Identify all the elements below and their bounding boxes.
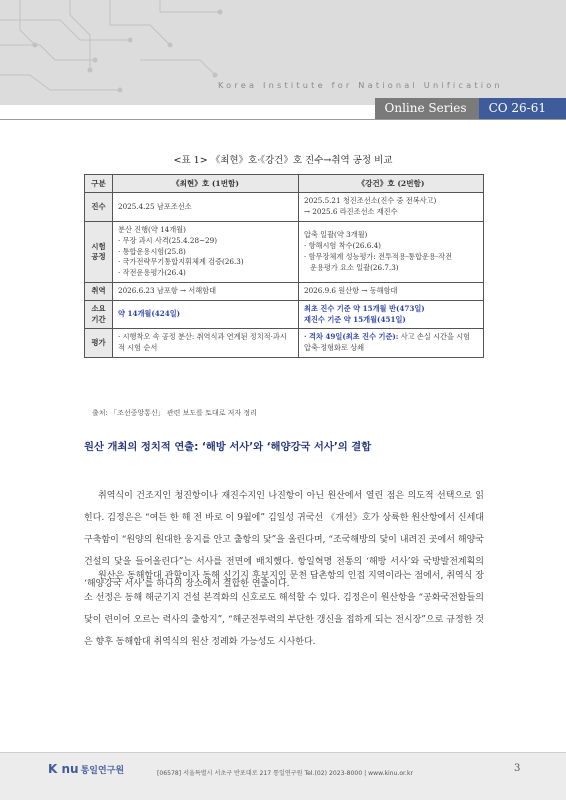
highlight-text: · 격차 49일(최초 진수 기준): xyxy=(304,332,399,342)
header-band xyxy=(0,0,566,105)
institute-name: Korea Institute for National Unification xyxy=(218,80,503,90)
footer-address: [06578] 서울특별시 서초구 반포대로 217 통일연구원 Tel.(02) 2023-8000 | www.kinu.or.kr xyxy=(157,770,413,777)
row-label: 평가 xyxy=(85,329,113,358)
table-cell-highlight: 최초 진수 기준 약 15개월 반(473일) 재진수 기준 약 15개월(451일) xyxy=(299,300,484,329)
table-cell: 2026.9.6 원산항 → 동해함대 xyxy=(299,282,484,300)
table-source: 출처: 「조선중앙통신」 관련 보도를 토대로 저자 정리 xyxy=(92,409,257,417)
table-cell: 2026.6.23 남포항 → 서해함대 xyxy=(113,282,299,300)
series-badge xyxy=(375,98,566,119)
kinu-logo-mark: K nu xyxy=(48,762,79,776)
row-label: 시험 공정 xyxy=(85,221,113,282)
header-choehyon: 《최현》호 (1번함) xyxy=(113,175,299,193)
table-cell: 2025.4.25 남포조선소 xyxy=(113,193,299,222)
table-cell-highlight: 약 14개월(424일) xyxy=(113,300,299,329)
section-title: 원산 개최의 정치적 연출: ‘해방 서사’와 ‘해양강국 서사’의 결합 xyxy=(84,441,372,453)
table-cell: 압축 일괄(약 3개월) · 항해시험 착수(26.6.4) · 함무장체계 성능평가: 전투적용·통합운용·작전 운용평가 요소 일괄(26.7.3) xyxy=(299,221,484,282)
kinu-logo-name: 통일연구원 xyxy=(80,765,125,776)
table-row xyxy=(85,282,484,300)
table-row xyxy=(85,329,484,358)
row-label: 취역 xyxy=(85,282,113,300)
comparison-table xyxy=(84,174,484,358)
series-label: Online Series xyxy=(375,98,479,119)
table-row xyxy=(85,300,484,329)
series-code: CO 26-61 xyxy=(479,98,566,119)
row-label: 진수 xyxy=(85,193,113,222)
kinu-logo xyxy=(48,762,124,776)
table-cell: · 격차 49일(최초 진수 기준): 사고 손실 시간을 시험 압축·정형화로 상쇄 xyxy=(299,329,484,358)
row-label: 소요 기간 xyxy=(85,300,113,329)
page-number: 3 xyxy=(514,763,521,774)
table-cell: 2025.5.21 청진조선소(진수 중 전복사고) → 2025.6 라진조선소 재진수 xyxy=(299,193,484,222)
body-paragraph: 취역식이 건조지인 청진항이나 재진수지인 나진항이 아닌 원산에서 열린 점은 의도적 선택으로 읽힌다. 김정은은 “여든 한 해 전 바로 이 9월에” 김일성 귀국선 《개선》호가 상륙한 원산항에서 신세대구축함이 “원양의 원대한 웅지를 안고 출항의 닻”을 올린다며, “조국해방의 닻이 내려진 곳에서 해양국건설의 닻을 들어올린다”는 서사를 전면에 배치했다. 항일혁명 전통의 ‘해방 서사’와 국방발전계획의 ‘해양강국 서사’를 하나의 장소에서 결합한 연출이다. xyxy=(84,491,484,589)
header-category: 구분 xyxy=(85,175,113,193)
table-cell: · 시행착오 속 공정 분산: 취역식과 연계된 정치적·과시적 시험 순서 xyxy=(113,329,299,358)
header-kanggon: 《강건》호 (2번함) xyxy=(299,175,484,193)
body-paragraph: 원산은 동해함대 관할이자 동해 신기지 후보지인 문천 답촌항의 인접 지역이라는 점에서, 취역식 장소 선정은 동해 해군기지 건설 본격화의 신호로도 해석할 수 있다. 김정은이 원산항을 “공화국전함들의 닻이 련이어 오르는 력사의 출항지”, “해군전투력의 부단한 갱신을 접하게 되는 전시장”으로 규정한 것은 향후 동해함대 취역식의 원산 정례화 가능성도 시사한다. xyxy=(84,571,484,647)
table-row xyxy=(85,221,484,282)
table-row xyxy=(85,193,484,222)
table-title: <표 1> 《최현》호·《강건》호 진수→취역 공정 비교 xyxy=(173,155,393,166)
table-cell: 분산 진행(약 14개월) · 무장 과시 사격(25.4.28~29) · 통합운용시험(25.8) · 국가전략무기통합지휘체계 검증(26.3) · 작전운용평가(26.4) xyxy=(113,221,299,282)
header-rule xyxy=(0,119,566,120)
table-header-row xyxy=(85,175,484,193)
